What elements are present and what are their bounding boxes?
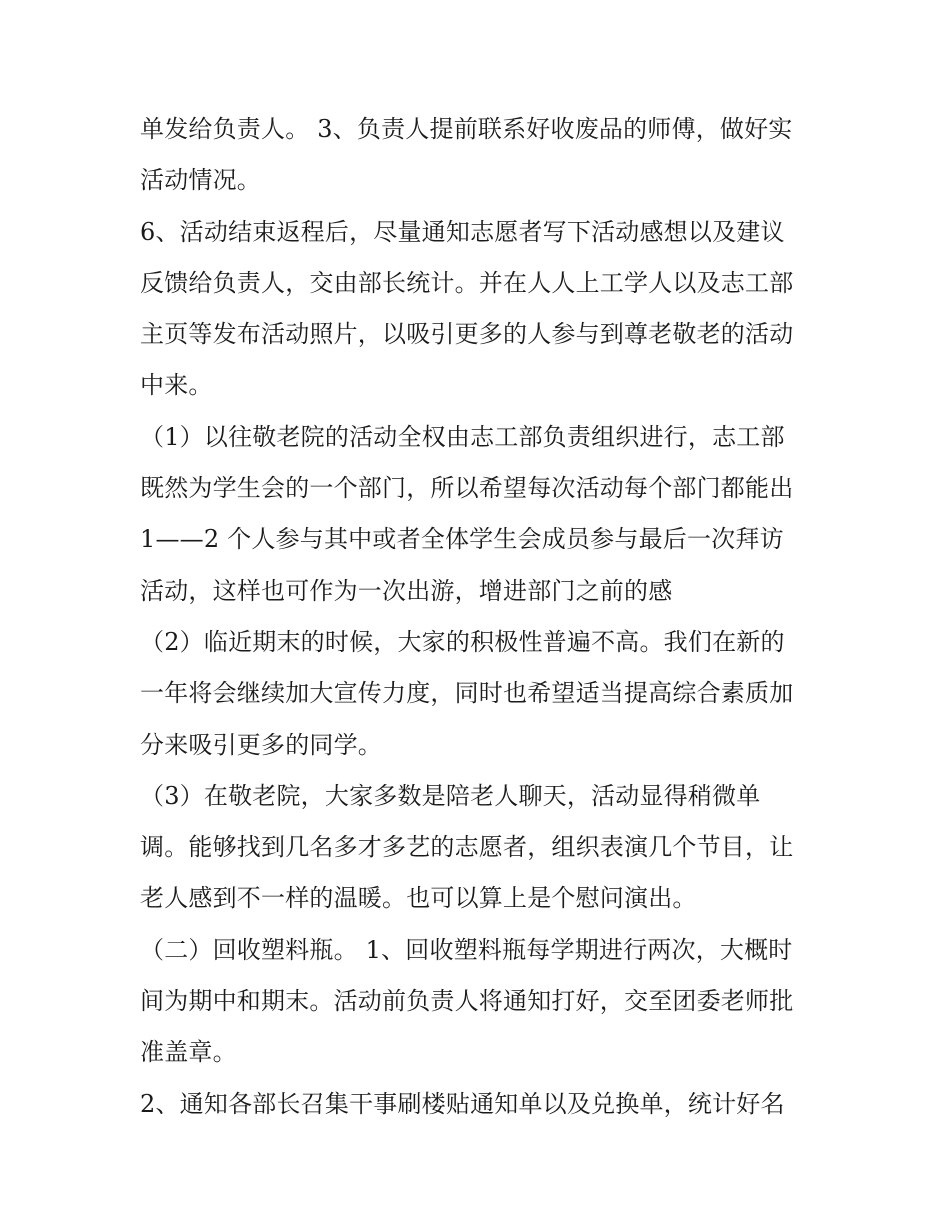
text-line: 老人感到不一样的温暖。也可以算上是个慰问演出。 <box>140 884 697 913</box>
document-body <box>140 104 840 1130</box>
text-line: 活动情况。 <box>140 166 261 195</box>
text-line: 准盖章。 <box>140 1038 237 1067</box>
text-line: 既然为学生会的一个部门，所以希望每次活动每个部门都能出 <box>140 474 794 503</box>
text-line: （2）临近期末的时候，大家的积极性普遍不高。我们在新的 <box>140 627 785 656</box>
text-line: 中来。 <box>140 371 213 400</box>
text-line: （1）以往敬老院的活动全权由志工部负责组织进行，志工部 <box>140 422 785 451</box>
text-line: 活动，这样也可作为一次出游，增进部门之前的感 <box>140 576 673 605</box>
text-line: （二）回收塑料瓶。 1、回收塑料瓶每学期进行两次，大概时 <box>140 935 793 964</box>
text-line: 2、通知各部长召集干事刷楼贴通知单以及兑换单，统计好名 <box>140 1089 785 1118</box>
text-line: 一年将会继续加大宣传力度，同时也希望适当提高综合素质加 <box>140 679 794 708</box>
text-line: （3）在敬老院，大家多数是陪老人聊天，活动显得稍微单 <box>140 781 761 810</box>
text-line: 分来吸引更多的同学。 <box>140 730 382 759</box>
text-line: 反馈给负责人，交由部长统计。并在人人上工学人以及志工部 <box>140 268 794 297</box>
text-line: 调。能够找到几名多才多艺的志愿者，组织表演几个节目，让 <box>140 833 794 862</box>
text-line: 单发给负责人。 3、负责人提前联系好收废品的师傅，做好实 <box>140 115 793 143</box>
text-line: 1——2 个人参与其中或者全体学生会成员参与最后一次拜访 <box>140 525 784 554</box>
text-line: 主页等发布活动照片，以吸引更多的人参与到尊老敬老的活动 <box>140 320 794 349</box>
text-line: 间为期中和期末。活动前负责人将通知打好，交至团委老师批 <box>140 987 794 1016</box>
text-line: 6、活动结束返程后，尽量通知志愿者写下活动感想以及建议 <box>140 217 785 246</box>
